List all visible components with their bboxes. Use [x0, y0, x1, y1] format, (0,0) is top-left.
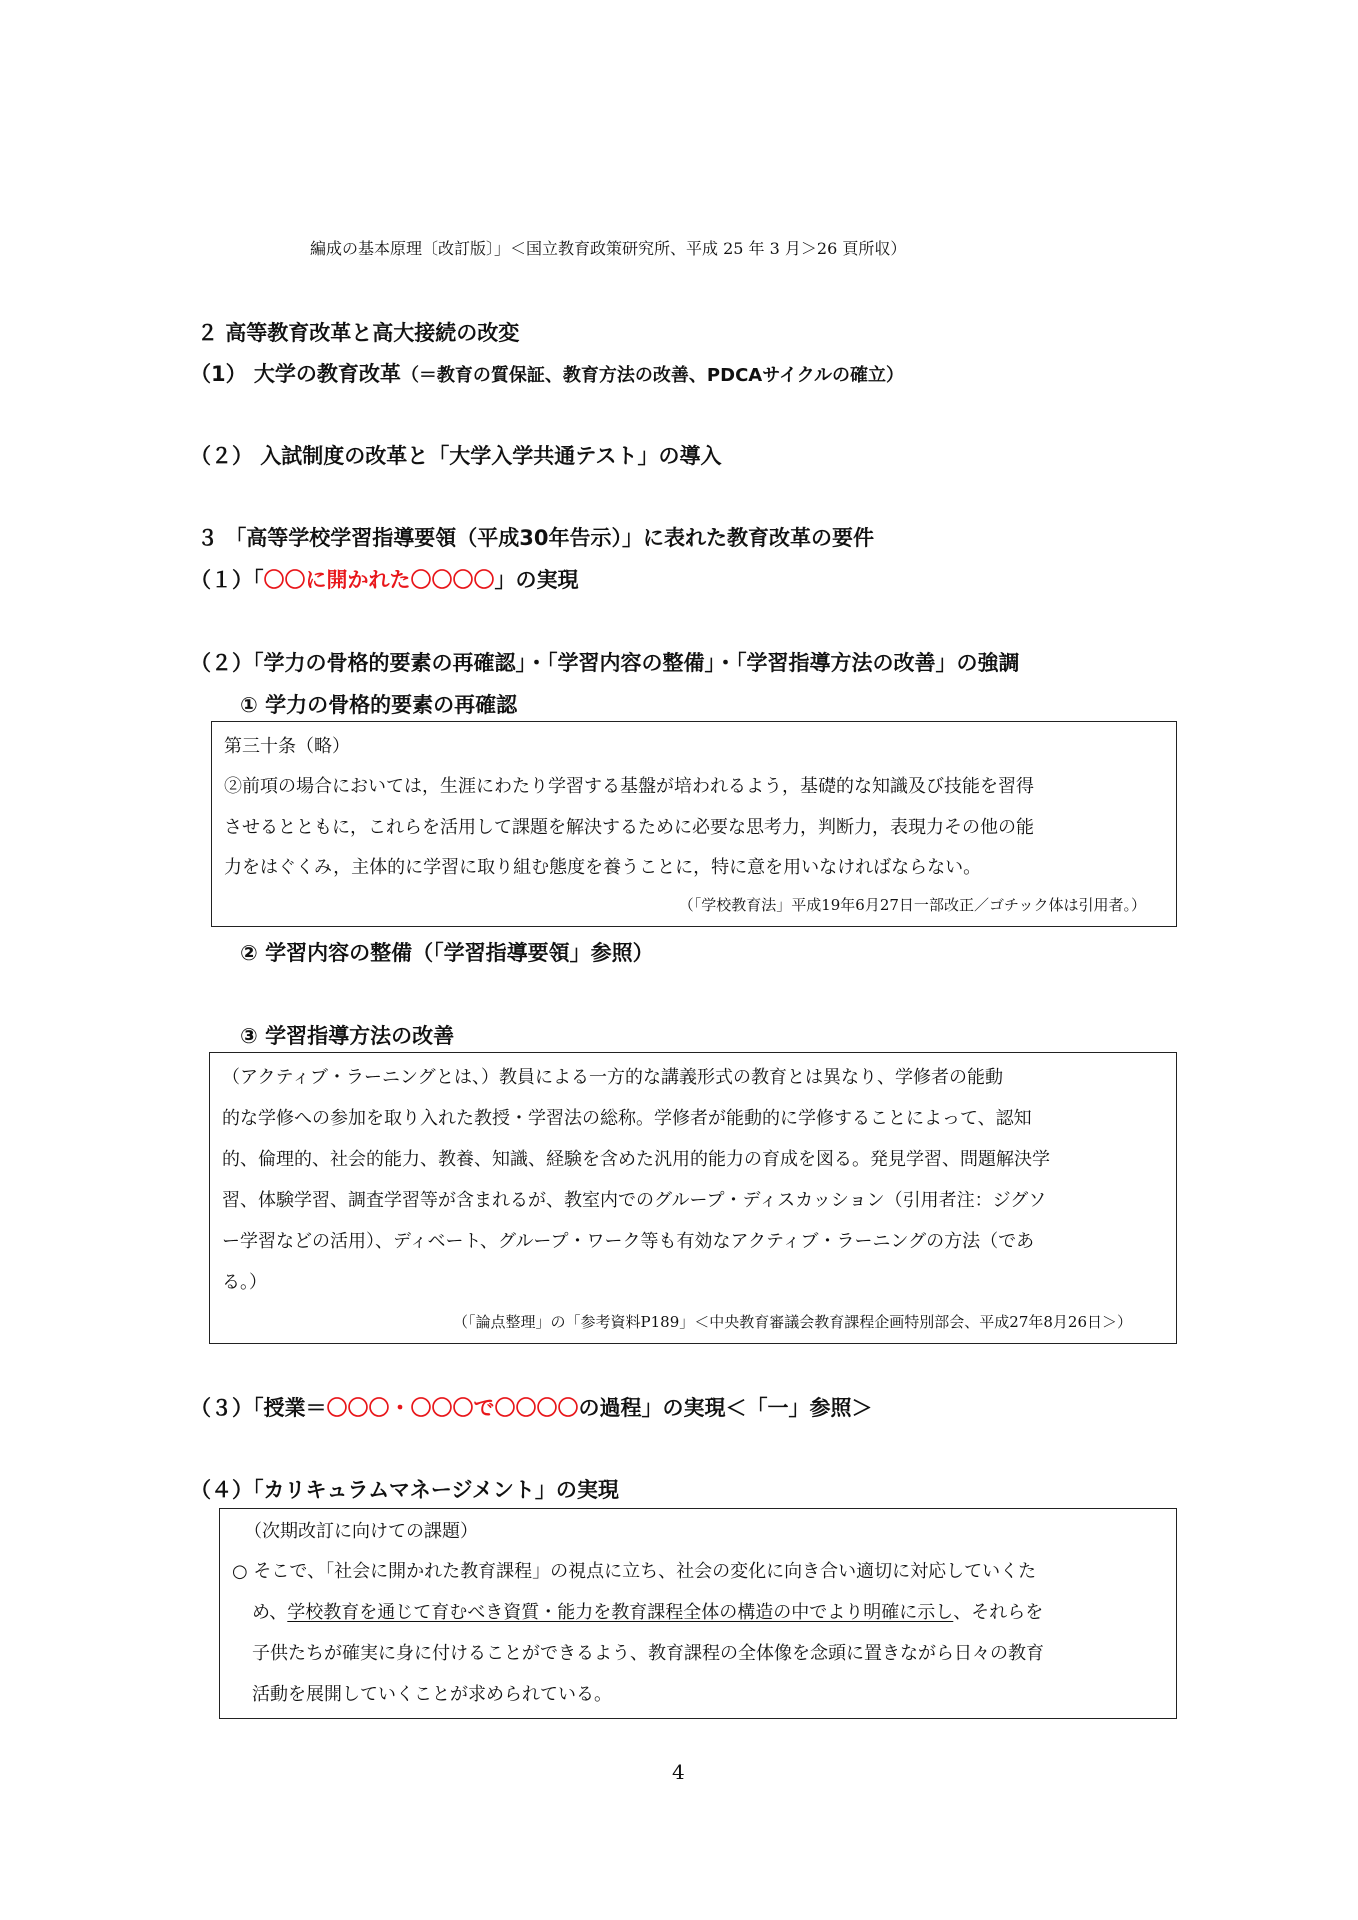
- law-quote-box: [211, 721, 1177, 927]
- law-text: を習得: [980, 776, 1034, 797]
- item-1-title: （1） 大学の教育改革: [190, 362, 401, 386]
- law-text: を養うことに，特に意を用いなければならない。: [585, 857, 982, 878]
- item-3-blank-red: 〇〇〇・〇〇〇で〇〇〇〇: [326, 1396, 579, 1420]
- law-source: （「学校教育法」平成19年6月27日一部改正／ゴチック体は引用者。）: [678, 896, 1146, 914]
- section-2-item-1: [190, 358, 904, 388]
- law-emphasis: 基礎的な知識及び技能: [800, 776, 980, 797]
- item-3-suffix: の過程」の実現＜「一」参照＞: [578, 1396, 873, 1420]
- law-line-4: [224, 853, 981, 879]
- section-3-item-2: （２）「学力の骨格的要素の再確認」・「学習内容の整備」・「学習指導方法の改善」の強調: [190, 651, 1020, 675]
- law-line-2: [224, 772, 1034, 798]
- curriculum-box: [219, 1508, 1177, 1719]
- curriculum-text: め、: [252, 1602, 288, 1623]
- curriculum-box-title: （次期改訂に向けての課題）: [244, 1521, 478, 1542]
- subitem-2-heading: ② 学習内容の整備（「学習指導要領」参照）: [240, 941, 654, 965]
- item-1-blank-red: 〇〇に開かれた〇〇〇〇: [263, 568, 495, 592]
- section-3-item-4: （４）「カリキュラムマネージメント」の実現: [190, 1478, 619, 1502]
- law-emphasis: これらを活用して課題を解決するために必要な思考力，判断力，表現力その他の能: [368, 817, 1034, 838]
- curriculum-line-3: 子供たちが確実に身に付けることができるよう、教育課程の全体像を念頭に置きながら日々の教育: [252, 1643, 1044, 1664]
- section-3-heading: ３ 「高等学校学習指導要領（平成30年告示）」に表れた教育改革の要件: [197, 526, 875, 550]
- law-emphasis: 力をはぐくみ，主体的に学習に取り組む態度: [224, 857, 586, 878]
- section-2-item-2: （２） 入試制度の改革と「大学入学共通テスト」の導入: [190, 444, 722, 468]
- item-1-note: （＝教育の質保証、教育方法の改善、PDCAサイクルの確立）: [400, 365, 905, 386]
- law-text: ②前項の場合においては，生涯にわたり学習する基盤が培われるよう，: [224, 776, 800, 797]
- law-text: させるとともに，: [224, 817, 368, 838]
- box2-line: ー学習などの活用）、ディベート、グループ・ワーク等も有効なアクティブ・ラーニングの方法（であ: [222, 1231, 1035, 1252]
- item-1-suffix: 」の実現: [494, 568, 579, 592]
- section-3-item-3: [190, 1392, 873, 1422]
- law-line-3: [224, 813, 1034, 839]
- curriculum-line-2: [252, 1598, 1043, 1624]
- section-3-item-1: [190, 564, 579, 594]
- curriculum-line-1: ○ そこで、「社会に開かれた教育課程」の視点に立ち、社会の変化に向き合い適切に対応していくた: [232, 1561, 1037, 1582]
- law-article: 第三十条（略）: [224, 736, 350, 757]
- item-1-prefix: （１）「: [190, 568, 264, 592]
- box2-line: る。）: [222, 1272, 267, 1293]
- top-citation: 編成の基本原理〔改訂版〕」＜国立教育政策研究所、平成 25 年 3 月＞26 頁所収）: [310, 239, 907, 258]
- subitem-1-heading: ① 学力の骨格的要素の再確認: [240, 693, 518, 717]
- box2-line: 習、体験学習、調査学習等が含まれるが、教室内でのグループ・ディスカッション（引用者注：ジグソ: [222, 1190, 1047, 1211]
- box2-line: 的、倫理的、社会的能力、教養、知識、経験を含めた汎用的能力の育成を図る。発見学習、問題解決学: [222, 1149, 1050, 1170]
- section-2-heading: ２ 高等教育改革と高大接続の改変: [197, 321, 520, 345]
- item-3-prefix: （３）「授業＝: [190, 1396, 327, 1420]
- box2-line: （アクティブ・ラーニングとは、）教員による一方的な講義形式の教育とは異なり、学修者の能動: [222, 1067, 1004, 1088]
- curriculum-underlined: 学校教育を通じて育むべき資質・能力を教育課程全体の構造の中でより明確に示し: [287, 1602, 954, 1623]
- subitem-3-heading: ③ 学習指導方法の改善: [240, 1024, 455, 1048]
- curriculum-text: 、それらを: [953, 1602, 1044, 1623]
- active-learning-box: [209, 1052, 1177, 1344]
- box2-line: 的な学修への参加を取り入れた教授・学習法の総称。学修者が能動的に学修することによって、認知: [222, 1108, 1032, 1129]
- curriculum-line-4: 活動を展開していくことが求められている。: [252, 1684, 612, 1705]
- active-learning-source: （「論点整理」の「参考資料P189」＜中央教育審議会教育課程企画特別部会、平成27年8月26日＞）: [453, 1313, 1132, 1331]
- page-number: 4: [672, 1760, 685, 1784]
